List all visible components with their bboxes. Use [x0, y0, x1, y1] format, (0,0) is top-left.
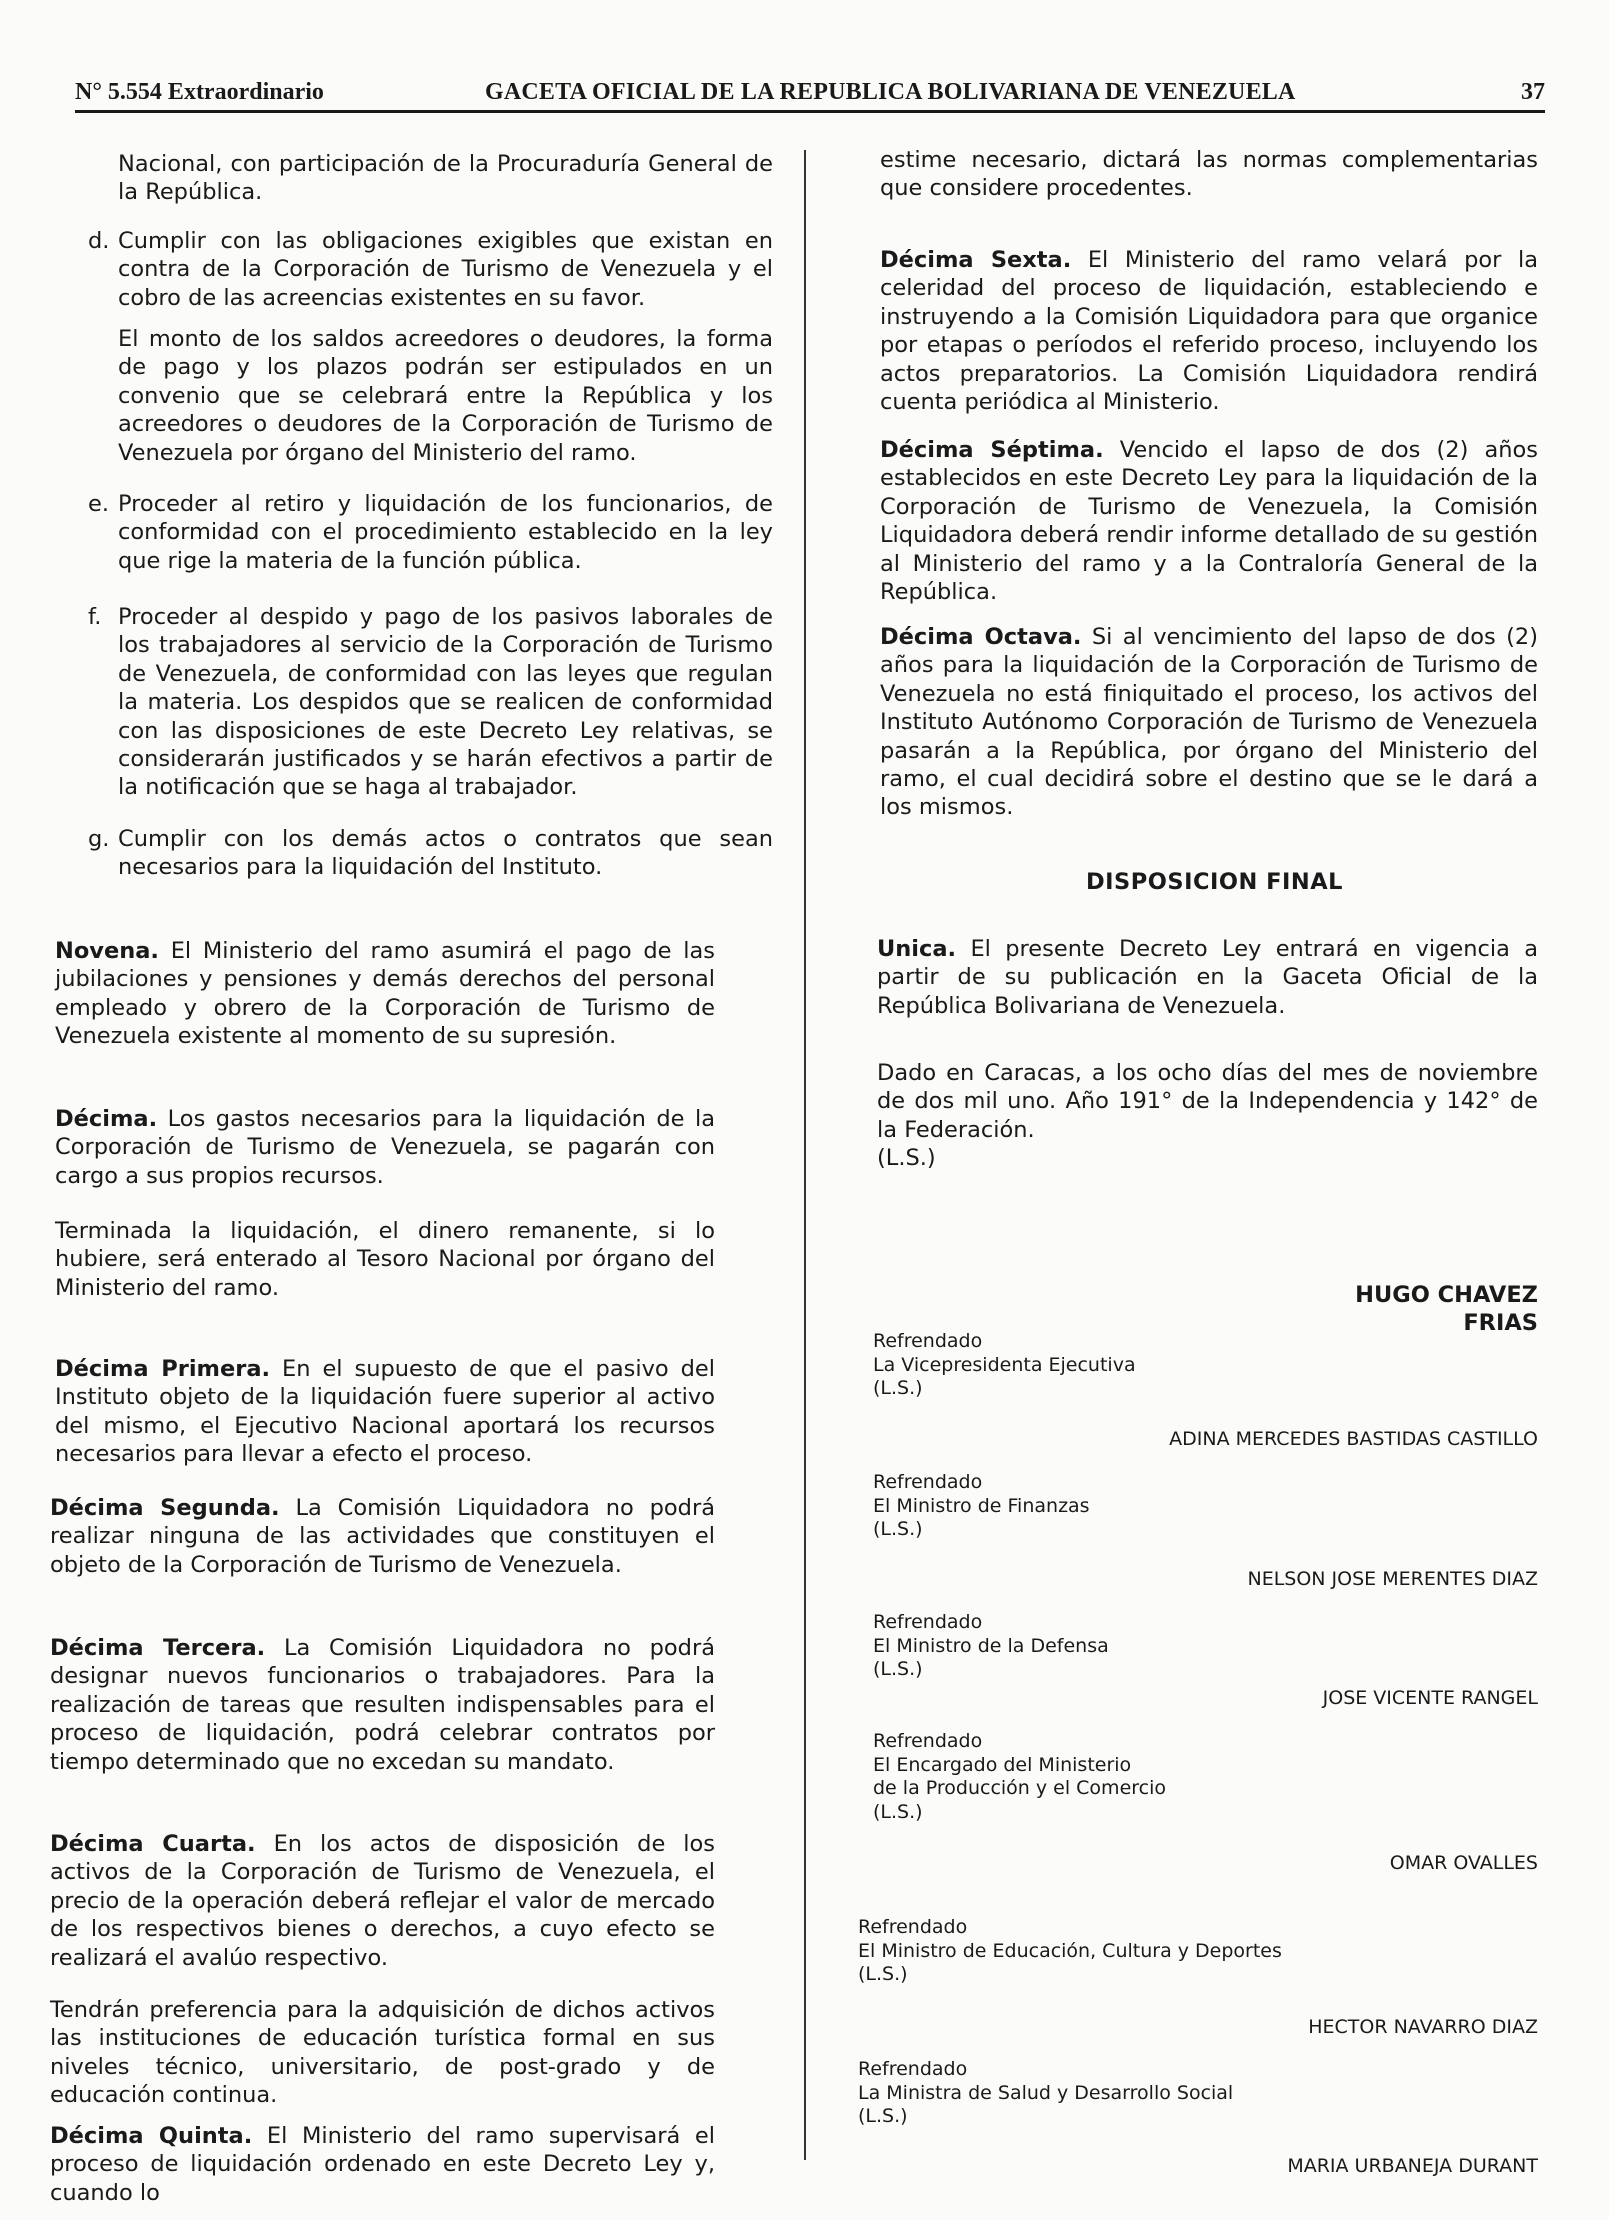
- signature-block: [873, 1730, 1166, 1824]
- signature-line: (L.S.): [858, 1963, 908, 1985]
- signature-line: Refrendado: [873, 1471, 983, 1493]
- signatory-name: OMAR OVALLES: [1389, 1852, 1538, 1874]
- signatory-name: ADINA MERCEDES BASTIDAS CASTILLO: [1169, 1428, 1538, 1450]
- article-decima-quinta: [50, 2122, 715, 2207]
- article-text: En los actos de disposición de los activos de la Corporación de Turismo de Venezuela, el precio de la operación deberá reflejar el valor de mercado de los respectivos bienes o derechos, a cuyo efecto se realizará el avalúo respectivo.: [50, 1831, 716, 1971]
- article-text: La Comisión Liquidadora no podrá realizar ninguna de las actividades que constituyen el objeto de la Corporación de Turismo de Venezuela.: [50, 1495, 715, 1578]
- signature-line: (L.S.): [873, 1658, 923, 1680]
- signature-line: La Ministra de Salud y Desarrollo Social: [858, 2081, 1234, 2104]
- signature-block: [873, 1611, 1109, 1682]
- article-decima-cuarta: [50, 1830, 715, 1972]
- signature-block: [873, 1330, 1136, 1401]
- list-text: Cumplir con las obligaciones exigibles que existan en contra de la Corporación de Turismo de Venezuela y el cobro de las acreencias existentes en su favor.: [118, 228, 773, 311]
- list-item-f: [88, 603, 773, 802]
- date-paragraph: Dado en Caracas, a los ocho días del mes de noviembre de dos mil uno. Año 191° de la Independencia y 142° de la Federación.: [877, 1060, 1538, 1143]
- article-decima: [55, 1105, 715, 1190]
- continuation-text: Nacional, con participación de la Procuraduría General de la República.: [118, 151, 773, 206]
- article-paragraph: Terminada la liquidación, el dinero remanente, si lo hubiere, será enterado al Tesoro Nacional por órgano del Ministerio del ramo.: [55, 1218, 715, 1301]
- signature-line: El Ministro de Educación, Cultura y Deportes: [858, 1939, 1282, 1962]
- list-marker: e.: [88, 491, 109, 517]
- article-paragraph: Tendrán preferencia para la adquisición de dichos activos las instituciones de educación turística formal en sus niveles técnico, universitario, de post-grado y de educación continua.: [50, 1997, 715, 2109]
- article-text: En el supuesto de que el pasivo del Instituto objeto de la liquidación fuere superior al activo del mismo, el Ejecutivo Nacional aportará los recursos necesarios para llevar a efecto el proceso.: [55, 1356, 716, 1468]
- list-subparagraph: El monto de los saldos acreedores o deudores, la forma de pago y los plazos podrán ser estipulados en un convenio que se celebrará entre la República y los acreedores o deudores de la Corporación de Turismo de Venezuela por órgano del Ministerio del ramo.: [118, 326, 773, 466]
- article-text: Si al vencimiento del lapso de dos (2) años para la liquidación de la Corporación de Turismo de Venezuela no está finiquitado el proceso, los activos del Instituto Autónomo Corporación de Turismo de Venezuela pasarán a la República, por órgano del Ministerio del ramo, el cual decidirá sobre el destino que se le dará a los mismos.: [880, 624, 1538, 821]
- issue-number: N° 5.554 Extraordinario: [75, 79, 324, 105]
- article-text: Vencido el lapso de dos (2) años establecidos en este Decreto Ley para la liquidación de la Corporación de Turismo de Venezuela, la Comisión Liquidadora deberá rendir informe detallado de su gestión al Ministerio del ramo y a la Contraloría General de la República.: [880, 437, 1538, 606]
- article-decima-sexta: [880, 246, 1538, 416]
- gazette-title: GACETA OFICIAL DE LA REPUBLICA BOLIVARIANA DE VENEZUELA: [485, 79, 1296, 105]
- article-decima-septima: [880, 436, 1538, 606]
- article-text: El Ministerio del ramo asumirá el pago de las jubilaciones y pensiones y demás derechos del personal empleado y obrero de la Corporación de Turismo de Venezuela existente al momento de su supresión.: [55, 938, 715, 1050]
- article-heading: Décima Segunda.: [50, 1495, 280, 1521]
- president-name: HUGO CHAVEZ FRIAS: [1355, 1282, 1538, 1337]
- signature-line: Refrendado: [873, 1611, 983, 1633]
- signature-line: El Ministro de Finanzas: [873, 1494, 1090, 1517]
- article-novena: [55, 937, 715, 1051]
- article-heading: Décima Sexta.: [880, 247, 1072, 273]
- list-marker: d.: [88, 228, 110, 254]
- signature-line: de la Producción y el Comercio: [873, 1777, 1166, 1799]
- article-heading: Novena.: [55, 938, 159, 964]
- signature-line: (L.S.): [873, 1518, 923, 1540]
- page-header: [75, 78, 1545, 113]
- signatory-name: JOSE VICENTE RANGEL: [1322, 1687, 1538, 1709]
- signature-line: Refrendado: [873, 1330, 983, 1352]
- article-decima-tercera: [50, 1634, 715, 1776]
- list-marker: f.: [88, 604, 102, 630]
- page-number: 37: [1521, 79, 1545, 105]
- list-item-g: [88, 825, 773, 882]
- article-text: El Ministerio del ramo velará por la celeridad del proceso de liquidación, estableciendo e instruyendo a la Comisión Liquidadora para que organice por etapas o períodos el referido proceso, incluyendo los actos preparatorios. La Comisión Liquidadora rendirá cuenta periódica al Ministerio.: [880, 247, 1538, 416]
- signature-line: Refrendado: [858, 1916, 968, 1938]
- signature-block: [858, 1916, 1282, 1987]
- article-decima-octava: [880, 623, 1538, 822]
- article-unica: [877, 935, 1538, 1020]
- column-divider: [804, 150, 806, 2160]
- article-text: El presente Decreto Ley entrará en vigencia a partir de su publicación en la Gaceta Oficial de la República Bolivariana de Venezuela.: [877, 936, 1538, 1019]
- article-text: El Ministerio del ramo supervisará el proceso de liquidación ordenado en este Decreto Ley y, cuando lo: [50, 2123, 715, 2206]
- signature-line: Refrendado: [873, 1730, 983, 1752]
- signature-block: [858, 2058, 1233, 2129]
- article-heading: Décima Séptima.: [880, 437, 1104, 463]
- article-text: La Comisión Liquidadora no podrá designar nuevos funcionarios o trabajadores. Para la realización de tareas que resulten indispensables para el proceso de liquidación, podrá celebrar contratos por tiempo determinado que no excedan su mandato.: [50, 1635, 715, 1775]
- article-heading: Décima Octava.: [880, 624, 1082, 650]
- article-decima-segunda: [50, 1494, 715, 1579]
- article-heading: Décima Tercera.: [50, 1635, 266, 1661]
- signature-line: La Vicepresidenta Ejecutiva: [873, 1353, 1136, 1376]
- list-text: Proceder al retiro y liquidación de los funcionarios, de conformidad con el procedimiento establecido en la ley que rige la materia de la función pública.: [118, 491, 773, 574]
- signatory-name: MARIA URBANEJA DURANT: [1287, 2155, 1538, 2177]
- list-item-e: [88, 490, 773, 575]
- signature-block: [873, 1471, 1090, 1542]
- list-text: Cumplir con los demás actos o contratos que sean necesarios para la liquidación del Instituto.: [118, 826, 773, 881]
- signature-line: (L.S.): [873, 1800, 923, 1823]
- signature-line: El Ministro de la Defensa: [873, 1634, 1109, 1657]
- article-heading: Décima Primera.: [55, 1356, 271, 1382]
- list-text: Proceder al despido y pago de los pasivos laborales de los trabajadores al servicio de la Corporación de Turismo de Venezuela, de conformidad con las leyes que regulan la materia. Los despidos que se realicen de conformidad con las disposiciones de este Decreto Ley relativas, se considerarán justificados y se harán efectivos a partir de la notificación que se haga al trabajador.: [118, 604, 773, 801]
- signatory-name: HECTOR NAVARRO DIAZ: [1308, 2016, 1538, 2038]
- article-decima-primera: [55, 1355, 715, 1469]
- signature-line: (L.S.): [873, 1377, 923, 1399]
- list-item-d: [88, 227, 773, 312]
- continuation-text: estime necesario, dictará las normas complementarias que considere procedentes.: [880, 147, 1538, 202]
- article-heading: Décima Cuarta.: [50, 1831, 256, 1857]
- section-title: DISPOSICION FINAL: [1086, 869, 1343, 895]
- article-text: Los gastos necesarios para la liquidación de la Corporación de Turismo de Venezuela, se pagarán con cargo a sus propios recursos.: [55, 1106, 715, 1189]
- article-heading: Décima Quinta.: [50, 2123, 253, 2149]
- article-heading: Unica.: [877, 936, 957, 962]
- article-heading: Décima.: [55, 1106, 158, 1132]
- list-marker: g.: [88, 826, 110, 852]
- signature-line: Refrendado: [858, 2058, 968, 2080]
- signature-line: (L.S.): [858, 2105, 908, 2127]
- signatory-name: NELSON JOSE MERENTES DIAZ: [1247, 1568, 1538, 1590]
- signature-line: El Encargado del Ministerio: [873, 1753, 1132, 1776]
- seal-ls: (L.S.): [877, 1145, 936, 1172]
